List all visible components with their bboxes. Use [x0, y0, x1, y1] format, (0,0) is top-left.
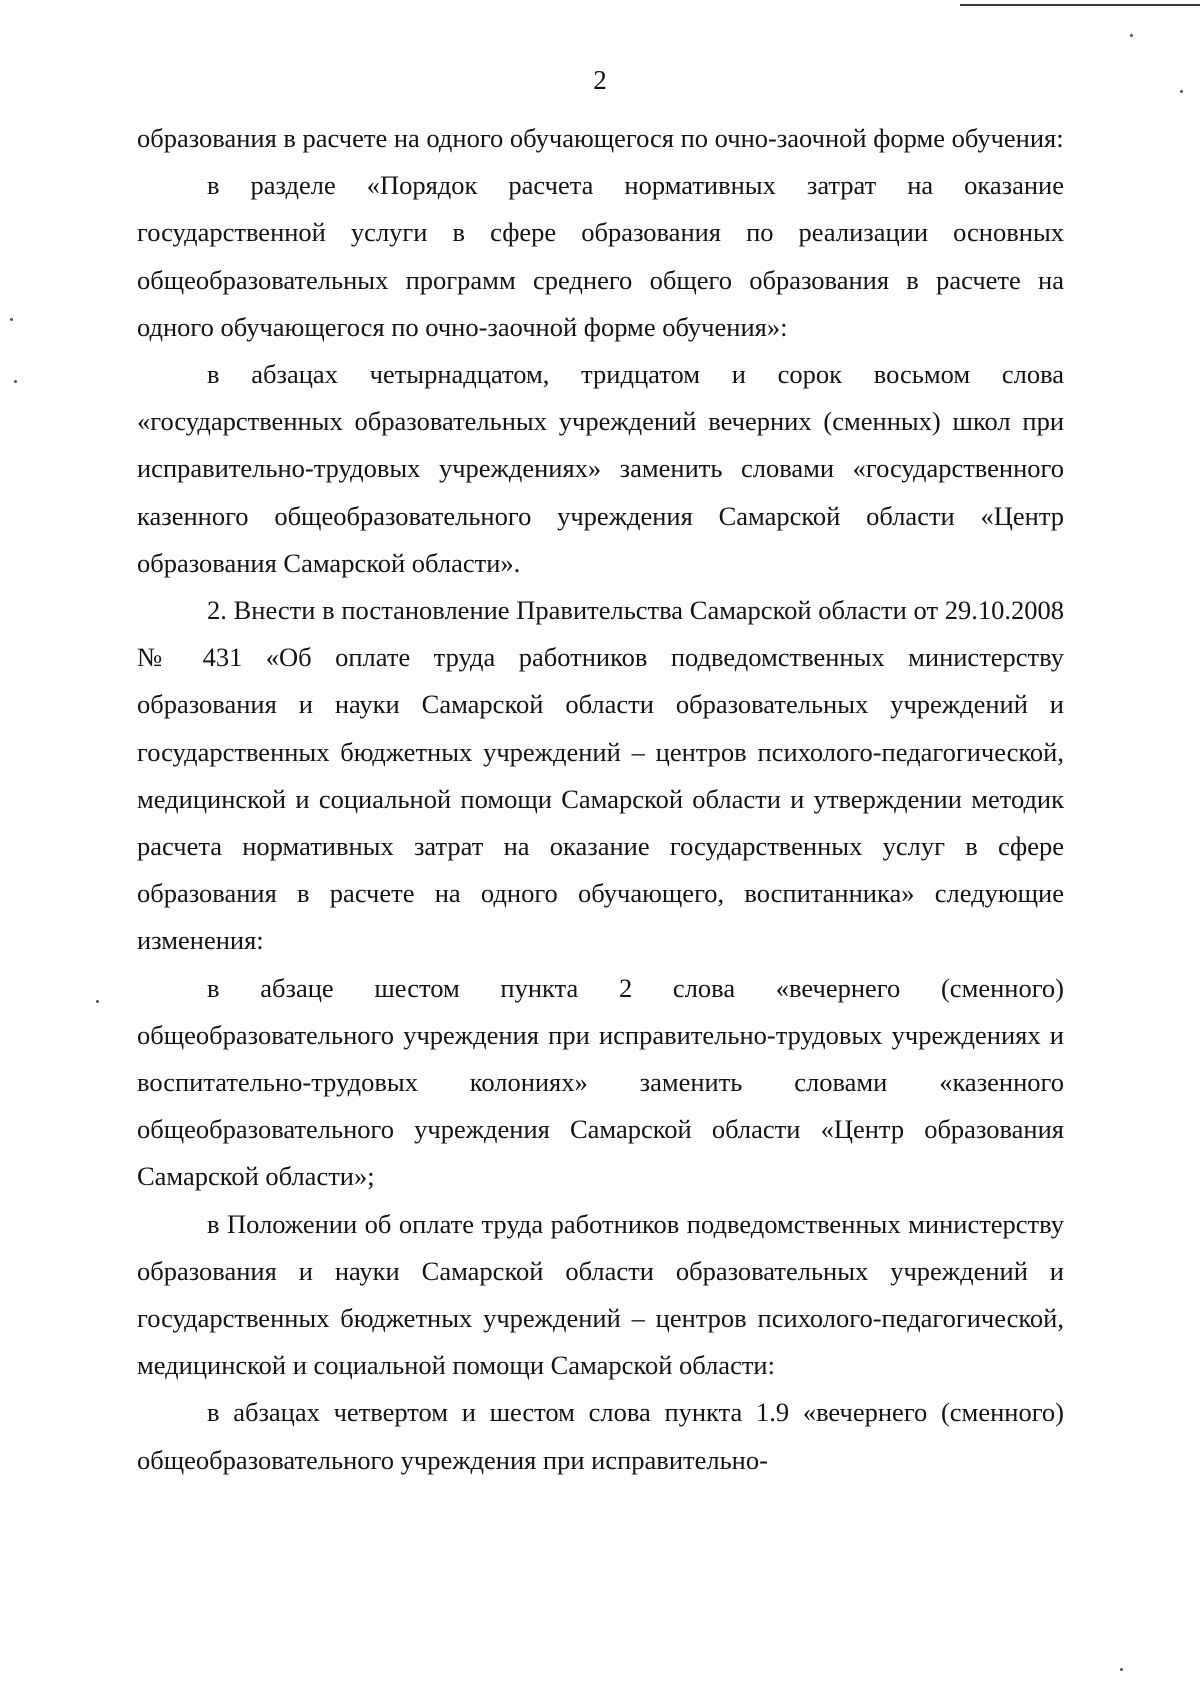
scan-speck: [96, 1000, 99, 1003]
paragraph-replacement-1: в абзацах четырнадцатом, тридцатом и сорок восьмом слова «государственных образовательных учреждений вечерних (сменных) школ при исправительно-трудовых учреждениях» заменить словами «государственного казенного общеобразовательного учреждения Самарской области «Центр образования Самарской области».: [137, 359, 1064, 578]
paragraph-replacement-3: в абзацах четвертом и шестом слова пункта 1.9 «вечернего (сменного) общеобразовательного учреждения при исправительно-: [137, 1397, 1064, 1475]
page-number: 2: [593, 65, 607, 95]
paragraph-continuation: образования в расчете на одного обучающегося по очно-заочной форме обучения:: [137, 123, 1064, 153]
document-body: [137, 115, 1064, 1484]
paragraph-regulation-reference: в Положении об оплате труда работников подведомственных министерству образования и науки Самарской области образовательных учреждений и государственных бюджетных учреждений – центров психолого-педагогической, медицинской и социальной помощи Самарской области:: [137, 1208, 1064, 1381]
paragraph-replacement-2: в абзаце шестом пункта 2 слова «вечернего (сменного) общеобразовательного учреждения при исправительно-трудовых учреждениях и воспитательно-трудовых колониях» заменить словами «казенного общеобразовательного учреждения Самарской области «Центр образования Самарской области»;: [137, 972, 1064, 1192]
paragraph-section-reference: в разделе «Порядок расчета нормативных затрат на оказание государственной услуги в сфере образования по реализации основных общеобразовательных программ среднего общего образования в расчете на одного обучающегося по очно-заочной форме обучения»:: [137, 170, 1064, 342]
paragraph-item-2: 2. Внести в постановление Правительства Самарской области от 29.10.2008 № 431 «Об оплате труда работников подведомственных министерству образования и науки Самарской области образовательных учреждений и государственных бюджетных учреждений – центров психолого-педагогической, медицинской и социальной помощи Самарской области и утверждении методик расчета нормативных затрат на оказание государственных услуг в сфере образования в расчете на одного обучающего, воспитанника» следующие изменения:: [137, 595, 1064, 956]
scan-speck: [10, 318, 13, 321]
top-edge-rule: [960, 4, 1200, 6]
scan-speck: [14, 380, 17, 383]
scan-speck: [1130, 34, 1133, 37]
scan-speck: [1120, 1668, 1123, 1671]
